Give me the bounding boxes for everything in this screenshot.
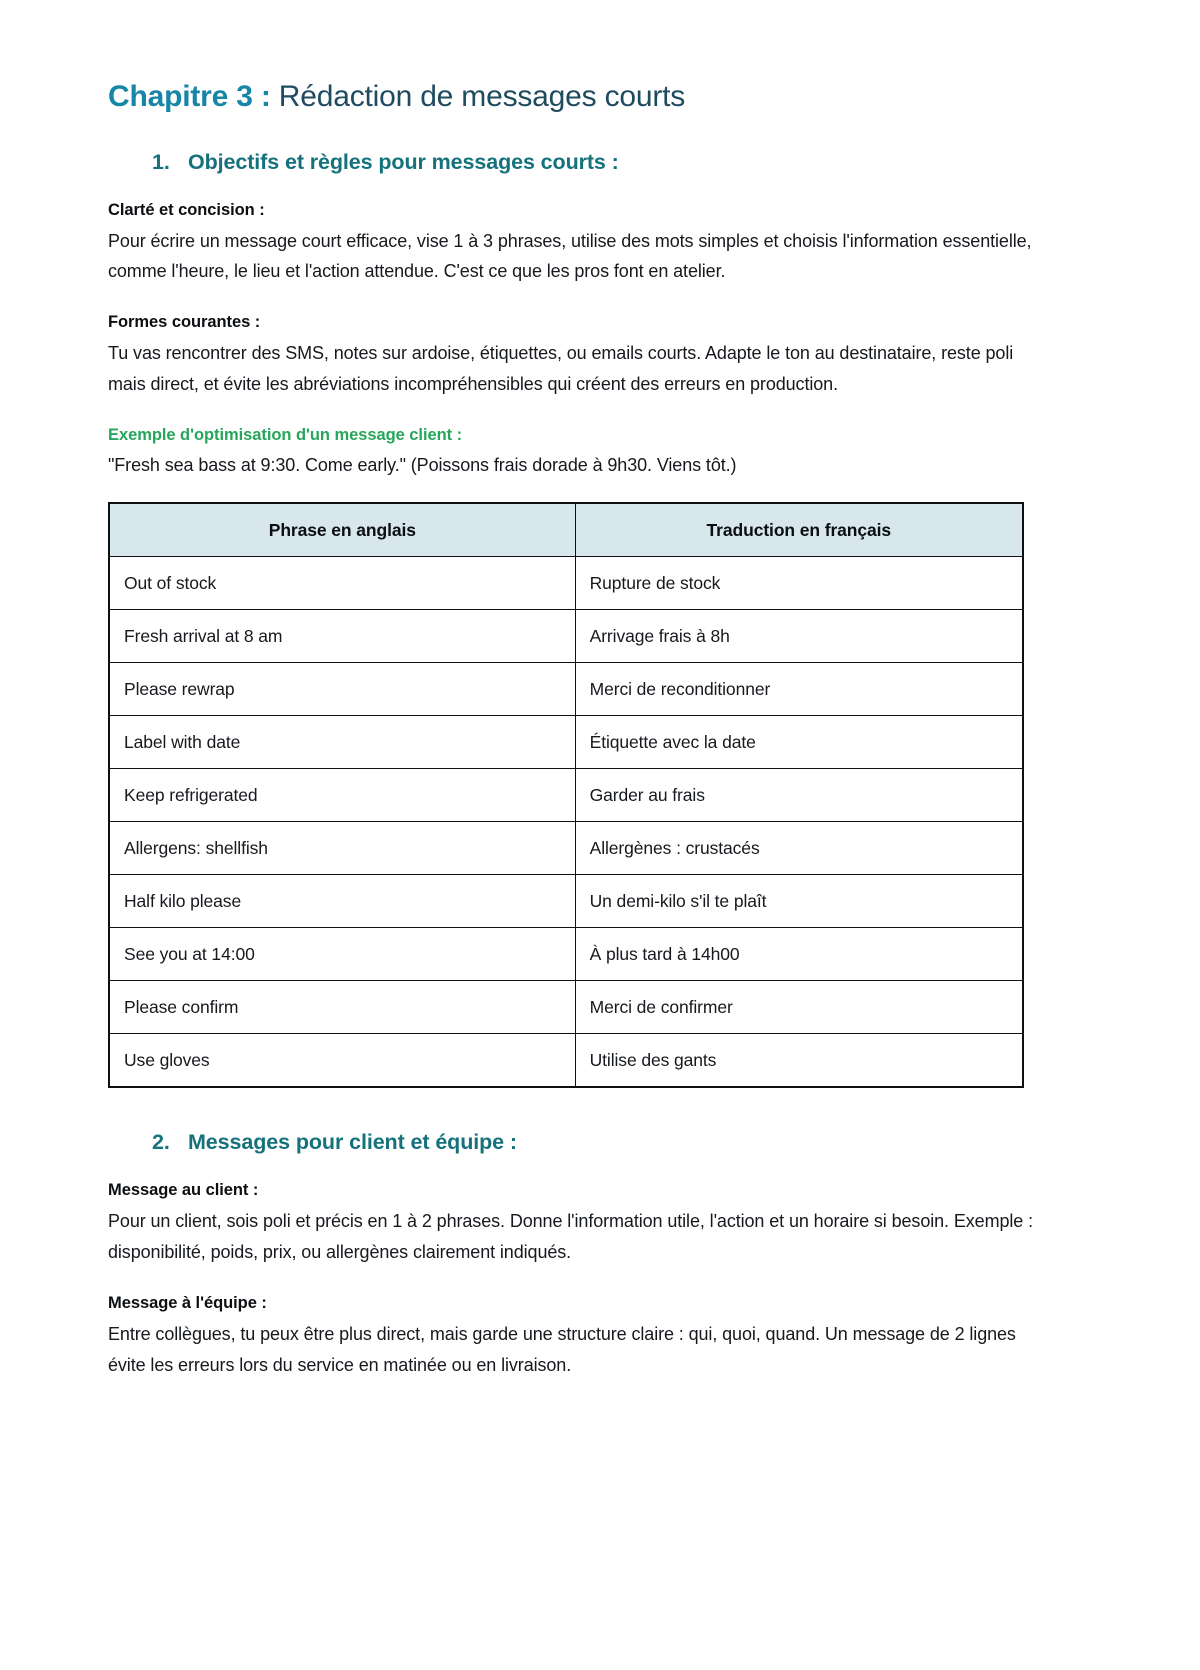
table-row bbox=[109, 928, 1023, 981]
table-cell-french: À plus tard à 14h00 bbox=[575, 928, 1023, 981]
section-number-1: 1. bbox=[152, 149, 170, 174]
table-row bbox=[109, 875, 1023, 928]
table-row bbox=[109, 769, 1023, 822]
section-title-1: Objectifs et règles pour messages courts : bbox=[188, 149, 619, 174]
table-cell-english: Keep refrigerated bbox=[109, 769, 575, 822]
table-body bbox=[109, 557, 1023, 1088]
table-cell-french: Rupture de stock bbox=[575, 557, 1023, 610]
table-row bbox=[109, 1034, 1023, 1088]
table-cell-english: Allergens: shellfish bbox=[109, 822, 575, 875]
section-number-2: 2. bbox=[152, 1130, 170, 1155]
table-cell-french: Allergènes : crustacés bbox=[575, 822, 1023, 875]
paragraph-message-client: Pour un client, sois poli et précis en 1 à 2 phrases. Donne l'information utile, l'action et un horaire si besoin. Exemple : disponibilité, poids, prix, ou allergènes clairement indiqués. bbox=[108, 1211, 1033, 1263]
table-cell-english: See you at 14:00 bbox=[109, 928, 575, 981]
table-row bbox=[109, 610, 1023, 663]
section-title-2: Messages pour client et équipe : bbox=[188, 1130, 517, 1155]
example-quote: "Fresh sea bass at 9:30. Come early." (Poissons frais dorade à 9h30. Viens tôt.) bbox=[108, 455, 737, 476]
table-cell-english: Out of stock bbox=[109, 557, 575, 610]
table-row bbox=[109, 981, 1023, 1034]
table-row bbox=[109, 663, 1023, 716]
table-cell-french: Un demi-kilo s'il te plaît bbox=[575, 875, 1023, 928]
paragraph-clarte: Pour écrire un message court efficace, vise 1 à 3 phrases, utilise des mots simples et choisis l'information essentielle, comme l'heure, le lieu et l'action attendue. C'est ce que les pros font en atelier. bbox=[108, 230, 1032, 282]
chapter-label: Chapitre 3 : bbox=[108, 80, 271, 113]
table-cell-english: Label with date bbox=[109, 716, 575, 769]
table-cell-english: Fresh arrival at 8 am bbox=[109, 610, 575, 663]
table-cell-french: Garder au frais bbox=[575, 769, 1023, 822]
table-header-row bbox=[109, 503, 1023, 557]
table-cell-french: Merci de confirmer bbox=[575, 981, 1023, 1034]
table-cell-french: Étiquette avec la date bbox=[575, 716, 1023, 769]
table-cell-english: Half kilo please bbox=[109, 875, 575, 928]
paragraph-formes: Tu vas rencontrer des SMS, notes sur ardoise, étiquettes, ou emails courts. Adapte le ton au destinataire, reste poli mais direct, et évite les abréviations incompréhensibles qui créent des erreurs en production. bbox=[108, 343, 1014, 395]
phrase-translation-table bbox=[108, 502, 1024, 1088]
subheading-clarte: Clarté et concision : bbox=[108, 200, 265, 219]
table-row bbox=[109, 716, 1023, 769]
chapter-title-rest: Rédaction de messages courts bbox=[270, 80, 686, 113]
section-heading-2 bbox=[108, 1130, 1092, 1155]
paragraph-message-equipe: Entre collègues, tu peux être plus direct, mais garde une structure claire : qui, quoi, quand. Un message de 2 lignes évite les erreurs lors du service en matinée ou en livraison. bbox=[108, 1324, 1016, 1375]
table-column-header-english: Phrase en anglais bbox=[109, 503, 575, 557]
subheading-message-equipe: Message à l'équipe : bbox=[108, 1294, 267, 1313]
table-column-header-french: Traduction en français bbox=[575, 503, 1023, 557]
page-title bbox=[108, 78, 1092, 116]
table-cell-english: Please rewrap bbox=[109, 663, 575, 716]
table-row bbox=[109, 557, 1023, 610]
table-cell-english: Use gloves bbox=[109, 1034, 575, 1088]
phrase-table-wrapper bbox=[108, 502, 1092, 1088]
table-cell-french: Merci de reconditionner bbox=[575, 663, 1023, 716]
section-2-block bbox=[108, 1130, 1092, 1381]
table-row bbox=[109, 822, 1023, 875]
table-cell-english: Please confirm bbox=[109, 981, 575, 1034]
table-cell-french: Utilise des gants bbox=[575, 1034, 1023, 1088]
subheading-exemple: Exemple d'optimisation d'un message client : bbox=[108, 426, 463, 445]
subheading-formes: Formes courantes : bbox=[108, 313, 261, 332]
section-heading-1 bbox=[108, 150, 1092, 175]
subheading-message-client: Message au client : bbox=[108, 1181, 259, 1200]
table-cell-french: Arrivage frais à 8h bbox=[575, 610, 1023, 663]
